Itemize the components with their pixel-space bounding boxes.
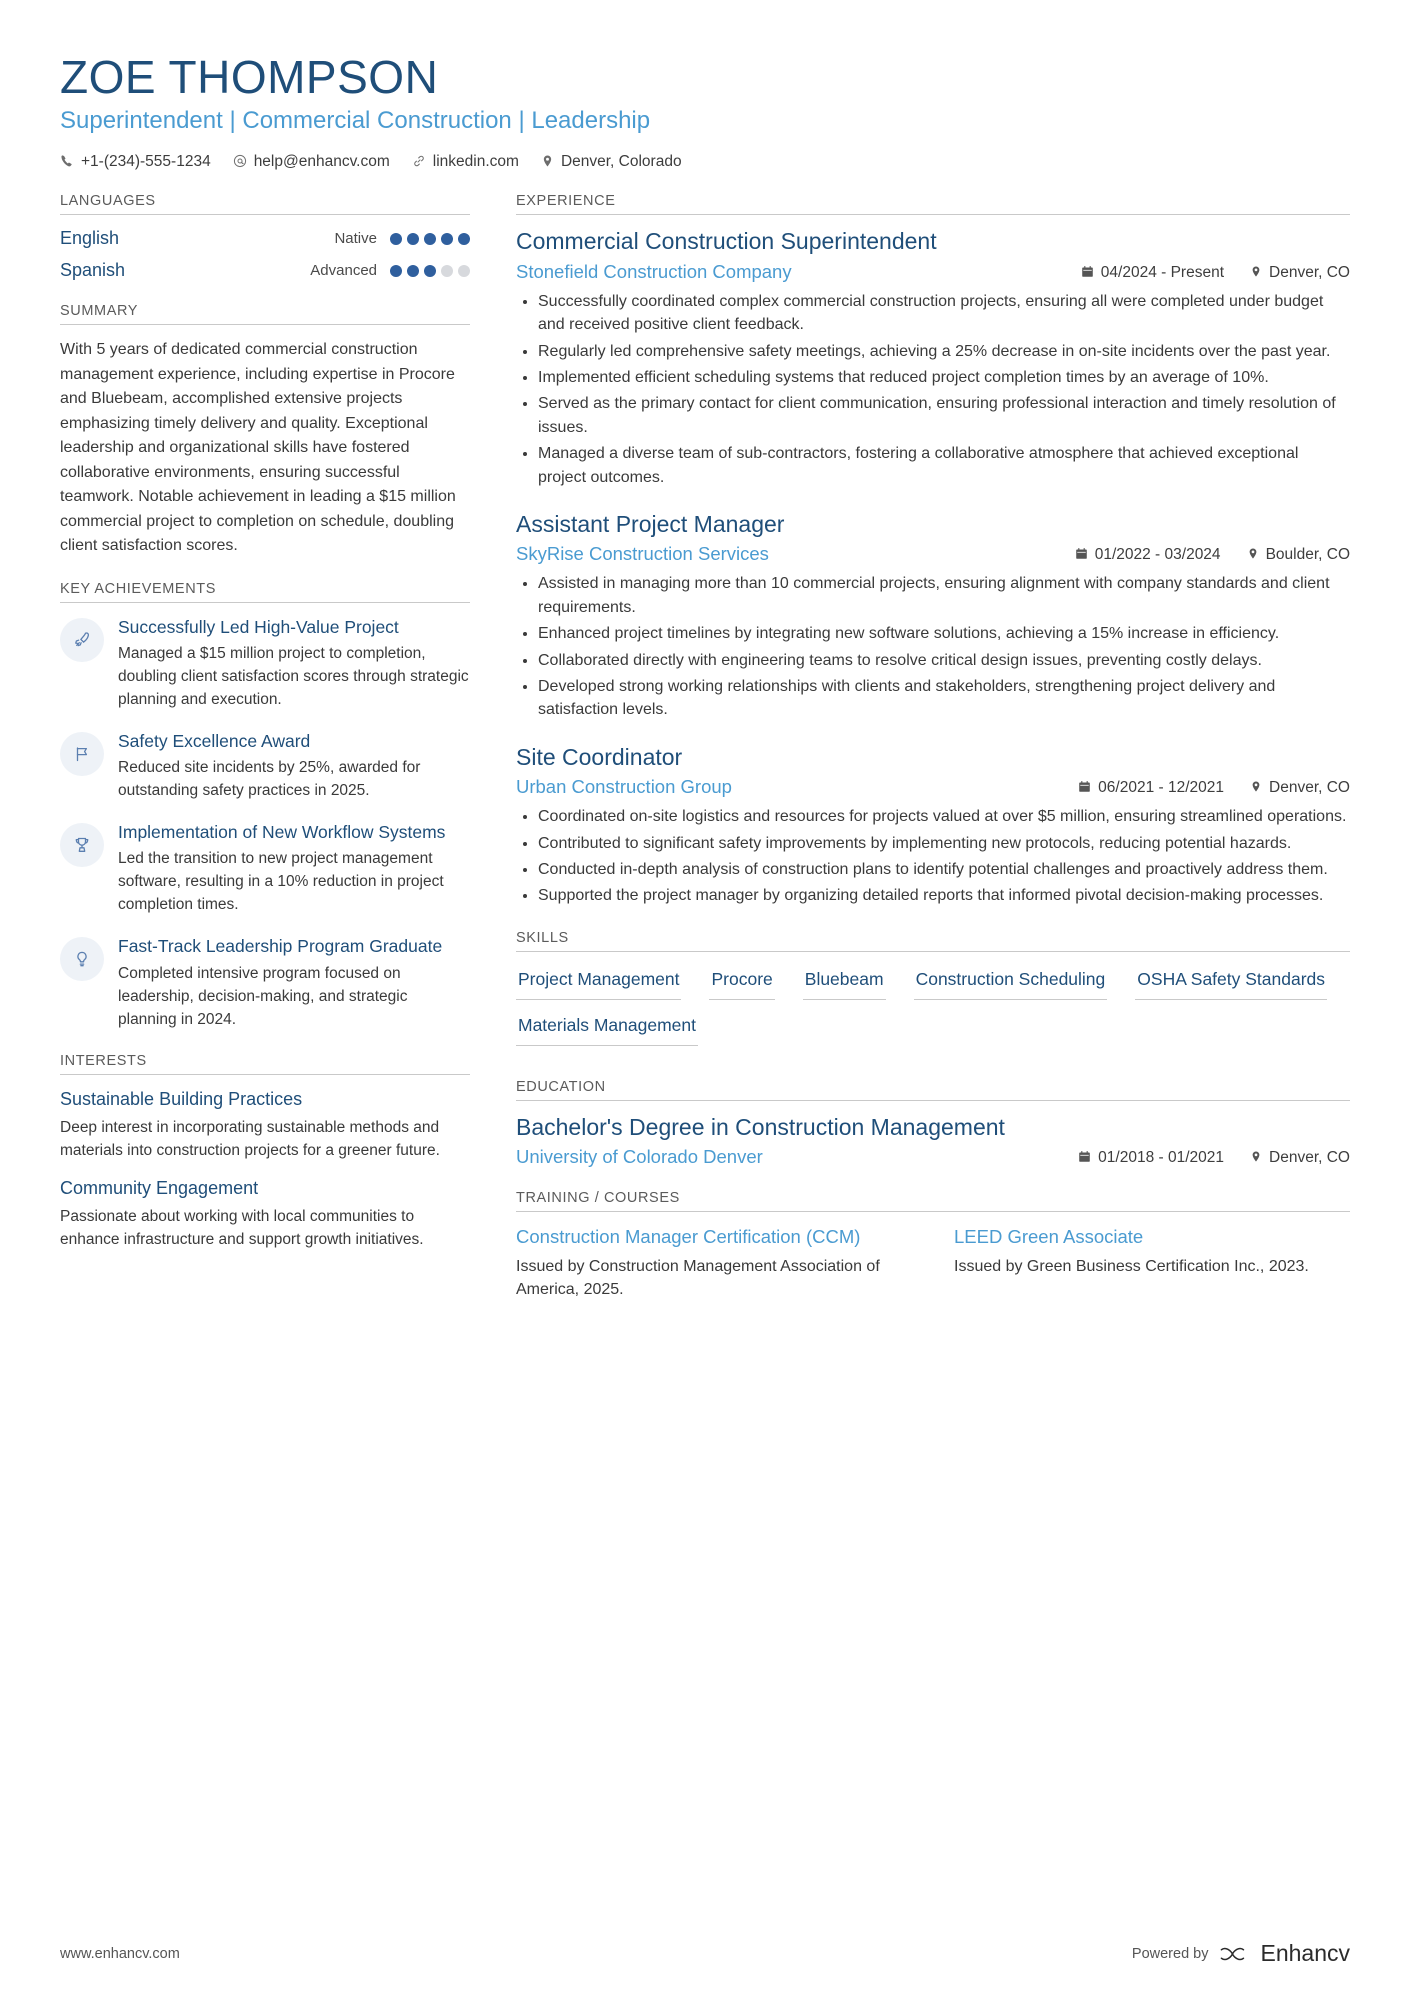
achievement-title: Safety Excellence Award xyxy=(118,730,311,751)
enhancv-logo xyxy=(1218,1940,1350,1967)
language-level: Native xyxy=(334,230,377,248)
skills-list xyxy=(516,965,1350,1057)
job-location xyxy=(1250,264,1350,282)
job-bullets xyxy=(516,572,1350,721)
job-location xyxy=(1247,546,1350,564)
education-dates-text: 01/2018 - 01/2021 xyxy=(1098,1148,1225,1166)
section-key-achievements-header: KEY ACHIEVEMENTS xyxy=(60,581,470,603)
lightbulb-icon xyxy=(60,937,104,981)
job-dates xyxy=(1075,546,1221,564)
job-dates-text: 04/2024 - Present xyxy=(1100,263,1225,281)
language-row xyxy=(60,260,470,281)
achievement-desc: Managed a $15 million project to completion, doubling client satisfaction scores through strategic planning and execution. xyxy=(118,645,469,708)
language-name: English xyxy=(60,228,120,249)
job-bullets xyxy=(516,290,1350,489)
contact-email[interactable] xyxy=(233,153,390,171)
flag-icon xyxy=(60,732,104,776)
skill-tag: Procore xyxy=(709,965,774,1000)
training-title: LEED Green Associate xyxy=(954,1225,1144,1247)
section-languages-header: LANGUAGES xyxy=(60,193,470,215)
language-level: Advanced xyxy=(310,262,377,280)
job-title: Assistant Project Manager xyxy=(516,510,785,537)
job-bullet: • Regularly led comprehensive safety meetings, achieving a 25% decrease in on-site incidents over the past year. xyxy=(538,340,1350,363)
contact-phone-text: +1-(234)-555-1234 xyxy=(81,153,211,171)
job-title: Site Coordinator xyxy=(516,743,683,770)
achievement-item xyxy=(60,821,470,917)
powered-by-label: Powered by xyxy=(1131,1945,1209,1962)
interest-item xyxy=(60,1177,470,1251)
summary-text: With 5 years of dedicated commercial construction management experience, including expertise in Procore and Bluebeam, accomplished extensive projects emphasizing timely delivery and quality. Exceptional leadership and organizational skills have fostered collaborative environments, ensuring successful teamwork. Notable achievement in leading a $15 million commercial project to completion on schedule, doubling client satisfaction scores. xyxy=(60,341,456,555)
skill-tag: Construction Scheduling xyxy=(914,965,1108,1000)
job-bullet: • Collaborated directly with engineering teams to resolve critical design issues, preventing costly delays. xyxy=(538,649,1350,672)
location-icon xyxy=(1250,1150,1262,1166)
location-icon xyxy=(1250,780,1262,796)
footer-branding xyxy=(1132,1940,1350,1967)
job-dates xyxy=(1078,779,1224,797)
contact-location xyxy=(541,153,682,171)
training-desc: Issued by Green Business Certification Inc., 2023. xyxy=(954,1257,1309,1275)
job-bullet: • Managed a diverse team of sub-contractors, fostering a collaborative atmosphere that achieved exceptional project outcomes. xyxy=(538,442,1350,489)
education-school: University of Colorado Denver xyxy=(516,1145,763,1167)
contact-phone[interactable] xyxy=(60,153,211,171)
job-bullet: • Conducted in-depth analysis of construction plans to identify potential challenges and proactively address them. xyxy=(538,858,1350,881)
experience-item xyxy=(516,744,1350,908)
section-summary-header: SUMMARY xyxy=(60,303,470,325)
job-bullet: • Supported the project manager by organizing detailed reports that informed pivotal decision-making processes. xyxy=(538,884,1350,907)
job-bullet: • Served as the primary contact for client communication, ensuring professional interaction and timely resolution of issues. xyxy=(538,392,1350,439)
interest-desc: Deep interest in incorporating sustainable methods and materials into construction projects for a greener future. xyxy=(60,1118,440,1160)
trophy-icon xyxy=(60,823,104,867)
interest-title: Community Engagement xyxy=(60,1178,259,1199)
achievement-item xyxy=(60,730,470,803)
achievement-item xyxy=(60,616,470,712)
job-company: SkyRise Construction Services xyxy=(516,543,769,565)
location-icon xyxy=(1247,547,1259,563)
training-item xyxy=(516,1225,912,1301)
job-bullet: • Developed strong working relationships with clients and stakeholders, strengthening project delivery and satisfaction levels. xyxy=(538,675,1350,722)
job-bullets xyxy=(516,805,1350,907)
job-title: Commercial Construction Superintendent xyxy=(516,228,937,255)
job-bullet: • Coordinated on-site logistics and resources for projects valued at over $5 million, ensuring streamlined operations. xyxy=(538,805,1350,828)
job-company: Urban Construction Group xyxy=(516,776,732,798)
calendar-icon xyxy=(1075,547,1088,563)
skill-tag: Project Management xyxy=(516,965,681,1000)
location-icon xyxy=(541,154,554,171)
section-experience-header: EXPERIENCE xyxy=(516,193,1350,215)
skill-tag: OSHA Safety Standards xyxy=(1135,965,1327,1000)
achievement-desc: Reduced site incidents by 25%, awarded for outstanding safety practices in 2025. xyxy=(118,759,421,800)
job-location xyxy=(1250,779,1350,797)
education-item xyxy=(516,1114,1350,1168)
contact-link[interactable] xyxy=(412,153,519,171)
skill-tag: Materials Management xyxy=(516,1011,698,1046)
link-icon xyxy=(412,154,426,171)
section-education-header: EDUCATION xyxy=(516,1079,1350,1101)
job-location-text: Denver, CO xyxy=(1269,779,1350,797)
skill-tag: Bluebeam xyxy=(803,965,886,1000)
job-company: Stonefield Construction Company xyxy=(516,260,792,282)
phone-icon xyxy=(60,154,74,171)
contact-email-text: help@enhancv.com xyxy=(253,153,390,171)
job-bullet: • Successfully coordinated complex commercial construction projects, ensuring all were completed under budget and received positive client feedback. xyxy=(538,290,1350,337)
achievement-title: Successfully Led High-Value Project xyxy=(118,616,399,637)
training-desc: Issued by Construction Management Association of America, 2025. xyxy=(516,1257,880,1298)
interest-item xyxy=(60,1088,470,1162)
footer-url[interactable]: www.enhancv.com xyxy=(60,1945,180,1962)
interest-title: Sustainable Building Practices xyxy=(60,1089,303,1110)
experience-item xyxy=(516,228,1350,488)
training-list xyxy=(516,1225,1350,1301)
job-bullet: • Contributed to significant safety improvements by implementing new protocols, reducing potential hazards. xyxy=(538,832,1350,855)
resume-header xyxy=(60,52,1350,171)
enhancv-wordmark: Enhancv xyxy=(1260,1940,1350,1966)
achievement-desc: Completed intensive program focused on leadership, decision-making, and strategic planning in 2024. xyxy=(118,964,408,1028)
language-name: Spanish xyxy=(60,260,126,281)
training-item xyxy=(954,1225,1350,1301)
rocket-icon xyxy=(60,618,104,662)
training-title: Construction Manager Certification (CCM) xyxy=(516,1225,861,1247)
interest-desc: Passionate about working with local communities to enhance infrastructure and support growth initiatives. xyxy=(60,1207,424,1249)
job-bullet: • Assisted in managing more than 10 commercial projects, ensuring alignment with company standards and client requirements. xyxy=(538,572,1350,619)
education-location xyxy=(1250,1149,1350,1167)
job-bullet: • Implemented efficient scheduling systems that reduced project completion times by an average of 10%. xyxy=(538,366,1350,389)
achievement-title: Implementation of New Workflow Systems xyxy=(118,822,446,843)
job-dates xyxy=(1081,264,1224,282)
section-training-header: TRAINING / COURSES xyxy=(516,1190,1350,1212)
language-level-dots xyxy=(390,233,470,245)
education-degree: Bachelor's Degree in Construction Management xyxy=(516,1113,1005,1140)
calendar-icon xyxy=(1078,1150,1091,1166)
achievement-desc: Led the transition to new project management software, resulting in a 10% reduction in project completion times. xyxy=(118,850,444,914)
achievement-title: Fast-Track Leadership Program Graduate xyxy=(118,936,443,957)
education-dates xyxy=(1078,1149,1224,1167)
calendar-icon xyxy=(1078,780,1091,796)
section-interests-header: INTERESTS xyxy=(60,1053,470,1075)
achievement-item xyxy=(60,935,470,1031)
page-title: ZOE THOMPSON xyxy=(60,51,439,103)
email-icon xyxy=(233,154,247,171)
language-level-dots xyxy=(390,265,470,277)
contact-row xyxy=(60,153,1350,171)
contact-link-text: linkedin.com xyxy=(432,153,519,171)
job-location-text: Denver, CO xyxy=(1269,263,1350,281)
section-skills-header: SKILLS xyxy=(516,930,1350,952)
job-dates-text: 01/2022 - 03/2024 xyxy=(1094,546,1221,564)
contact-location-text: Denver, Colorado xyxy=(560,153,682,171)
job-dates-text: 06/2021 - 12/2021 xyxy=(1098,779,1225,797)
experience-item xyxy=(516,511,1350,722)
job-bullet: • Enhanced project timelines by integrating new software solutions, achieving a 15% increase in efficiency. xyxy=(538,622,1350,645)
calendar-icon xyxy=(1081,265,1094,281)
page-footer xyxy=(60,1940,1350,1967)
right-column xyxy=(516,193,1350,1301)
language-row xyxy=(60,228,470,249)
left-column xyxy=(60,193,470,1266)
headline: Superintendent | Commercial Construction | Leadership xyxy=(60,106,651,134)
location-icon xyxy=(1250,265,1262,281)
education-location-text: Denver, CO xyxy=(1269,1148,1350,1166)
job-location-text: Boulder, CO xyxy=(1265,546,1350,564)
